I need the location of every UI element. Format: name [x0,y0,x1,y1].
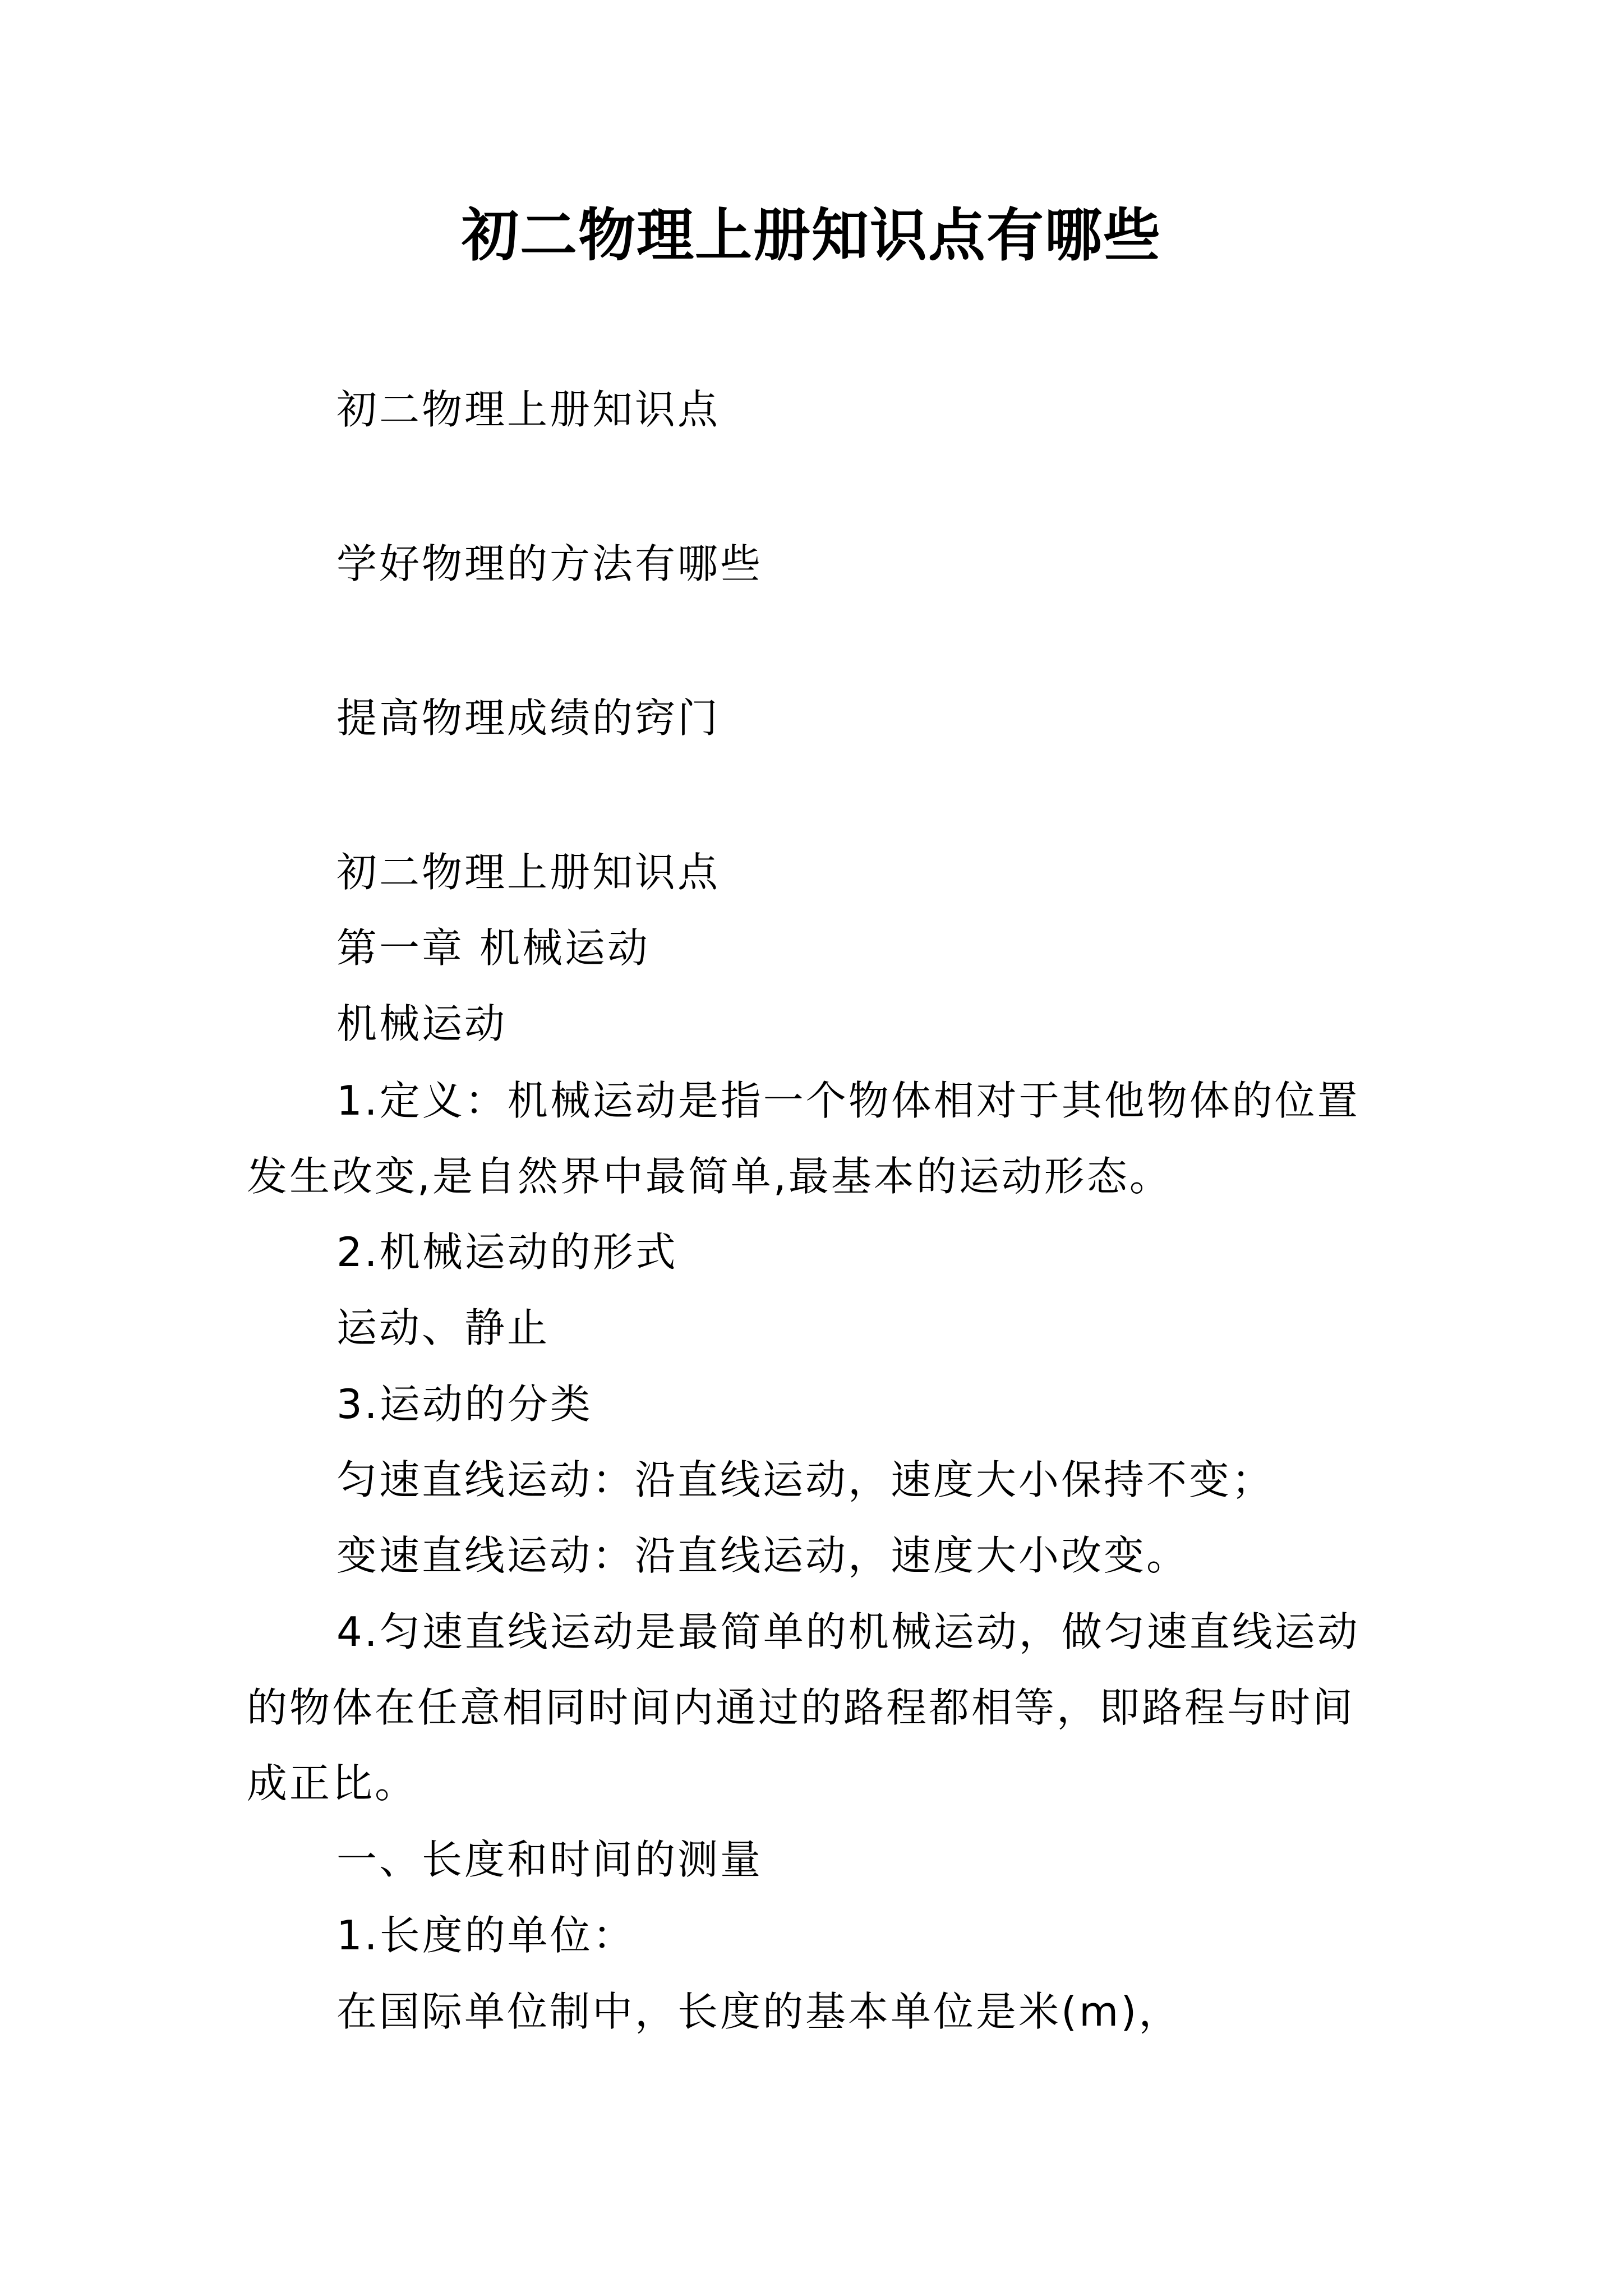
definition-line-2: 发生改变,是自然界中最简单,最基本的运动形态。 [247,1153,1172,1200]
document-title: 初二物理上册知识点有哪些 [462,202,1161,269]
motion-form-heading: 2.机械运动的形式 [336,1228,678,1276]
variable-motion-text: 变速直线运动：沿直线运动，速度大小改变。 [336,1532,1189,1579]
paragraph-4-line-2: 的物体在任意相同时间内通过的路程都相等，即路程与时间 [247,1684,1355,1731]
measurement-heading: 一、长度和时间的测量 [336,1836,763,1883]
motion-class-heading: 3.运动的分类 [336,1381,593,1428]
topic-heading: 机械运动 [336,1000,508,1047]
section-heading: 初二物理上册知识点 [336,849,721,896]
paragraph-4-line-3: 成正比。 [247,1760,418,1807]
length-unit-text: 在国际单位制中，长度的基本单位是米(m)， [336,1988,1182,2035]
length-unit-heading: 1.长度的单位： [336,1912,635,1959]
toc-item-score-tips: 提高物理成绩的窍门 [336,694,721,742]
toc-item-study-methods: 学好物理的方法有哪些 [336,540,763,587]
toc-item-knowledge-points: 初二物理上册知识点 [336,386,721,433]
uniform-motion-text: 匀速直线运动：沿直线运动，速度大小保持不变； [336,1456,1275,1503]
chapter-heading: 第一章 机械运动 [336,924,650,972]
paragraph-4-line-1: 4.匀速直线运动是最简单的机械运动，做匀速直线运动 [336,1608,1360,1655]
motion-form-text: 运动、静止 [336,1304,550,1351]
definition-line-1: 1.定义：机械运动是指一个物体相对于其他物体的位置 [336,1077,1360,1124]
